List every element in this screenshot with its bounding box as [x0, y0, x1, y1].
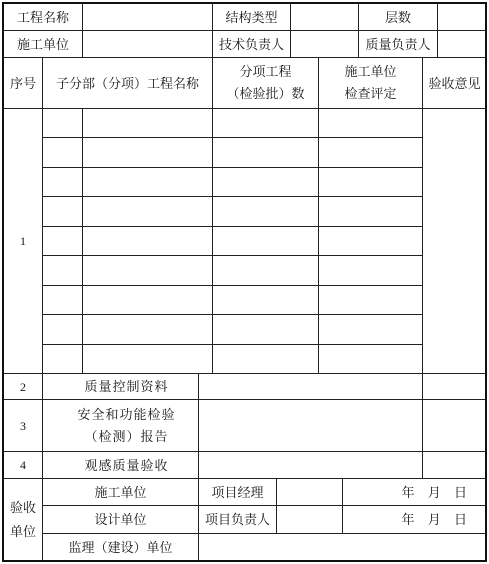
- header-seq: 序号: [3, 57, 43, 109]
- item-3-name-line-1: 安全和功能检验: [77, 406, 176, 422]
- item-4-evaluation: [198, 451, 423, 479]
- structure-type-value: [290, 3, 359, 31]
- acceptance-units-label: [3, 478, 43, 562]
- sub-row-6-name: [82, 255, 213, 286]
- sub-row-4-index: [42, 196, 83, 227]
- sub-row-5-evaluation: [318, 226, 423, 256]
- sub-row-6-index: [42, 255, 83, 286]
- sub-row-7-index: [42, 285, 83, 315]
- item-1-seq: 1: [3, 108, 43, 374]
- sub-row-8-name: [82, 314, 213, 345]
- item-3-evaluation: [198, 399, 423, 452]
- header-inspection-evaluation: [318, 57, 423, 109]
- sub-row-2-evaluation: [318, 137, 423, 168]
- acceptance-design-role: 项目负责人: [198, 505, 277, 534]
- sub-row-6-count: [212, 255, 319, 286]
- header-acceptance-opinion: 验收意见: [422, 57, 487, 109]
- sub-row-9-evaluation: [318, 344, 423, 374]
- sub-row-7-count: [212, 285, 319, 315]
- sub-row-4-count: [212, 196, 319, 227]
- item-4-seq: 4: [3, 451, 43, 479]
- acceptance-construction-unit: 施工单位: [42, 478, 199, 506]
- sub-row-3-count: [212, 167, 319, 197]
- project-name-value: [82, 3, 213, 31]
- acceptance-design-date: 年 月 日: [342, 505, 487, 534]
- item-2-evaluation: [198, 373, 423, 400]
- sub-row-1-count: [212, 108, 319, 138]
- header-item-count-line-1: 分项工程: [239, 64, 292, 79]
- item-2-seq: 2: [3, 373, 43, 400]
- sub-row-7-evaluation: [318, 285, 423, 315]
- sub-row-7-name: [82, 285, 213, 315]
- sub-row-8-evaluation: [318, 314, 423, 345]
- technical-lead-value: [290, 30, 359, 58]
- sub-row-8-index: [42, 314, 83, 345]
- acceptance-units-label-line-1: 验收: [9, 500, 36, 515]
- item-1-opinion: [422, 108, 487, 374]
- sub-row-9-index: [42, 344, 83, 374]
- floors-value: [437, 3, 487, 31]
- construction-unit-label: 施工单位: [3, 30, 83, 58]
- floors-label: 层数: [358, 3, 438, 31]
- sub-row-6-evaluation: [318, 255, 423, 286]
- construction-unit-value: [82, 30, 213, 58]
- sub-row-5-name: [82, 226, 213, 256]
- sub-row-3-index: [42, 167, 83, 197]
- sub-row-1-name: [82, 108, 213, 138]
- item-3-seq: 3: [3, 399, 43, 452]
- sub-row-4-name: [82, 196, 213, 227]
- sub-row-2-count: [212, 137, 319, 168]
- quality-lead-label: 质量负责人: [358, 30, 438, 58]
- sub-row-2-name: [82, 137, 213, 168]
- acceptance-design-unit: 设计单位: [42, 505, 199, 534]
- sub-row-2-index: [42, 137, 83, 168]
- technical-lead-label: 技术负责人: [212, 30, 291, 58]
- sub-row-8-count: [212, 314, 319, 345]
- header-item-count-line-2: （检验批）数: [226, 86, 305, 101]
- sub-row-9-name: [82, 344, 213, 374]
- sub-row-9-count: [212, 344, 319, 374]
- acceptance-construction-role: 项目经理: [198, 478, 277, 506]
- item-2-opinion: [422, 373, 487, 400]
- sub-row-1-evaluation: [318, 108, 423, 138]
- quality-lead-value: [437, 30, 487, 58]
- acceptance-units-label-line-2: 单位: [9, 524, 36, 539]
- item-4-name: 观感质量验收: [42, 451, 199, 479]
- acceptance-construction-date: 年 月 日: [342, 478, 487, 506]
- item-3-name: [42, 399, 199, 452]
- item-4-opinion: [422, 451, 487, 479]
- sub-row-3-name: [82, 167, 213, 197]
- header-sub-project-name: 子分部（分项）工程名称: [42, 57, 213, 109]
- header-item-count: [212, 57, 319, 109]
- structure-type-label: 结构类型: [212, 3, 291, 31]
- item-3-name-line-2: （检测）报告: [84, 428, 169, 444]
- sub-row-5-index: [42, 226, 83, 256]
- header-inspection-line-1: 施工单位: [344, 64, 397, 79]
- acceptance-construction-signature: [276, 478, 343, 506]
- sub-row-5-count: [212, 226, 319, 256]
- header-inspection-line-2: 检查评定: [344, 86, 397, 101]
- project-name-label: 工程名称: [3, 3, 83, 31]
- item-3-opinion: [422, 399, 487, 452]
- sub-row-1-index: [42, 108, 83, 138]
- acceptance-design-signature: [276, 505, 343, 534]
- acceptance-supervision-signature: [198, 533, 487, 562]
- item-2-name: 质量控制资料: [42, 373, 199, 400]
- acceptance-supervision-unit: 监理（建设）单位: [42, 533, 199, 562]
- sub-row-3-evaluation: [318, 167, 423, 197]
- sub-row-4-evaluation: [318, 196, 423, 227]
